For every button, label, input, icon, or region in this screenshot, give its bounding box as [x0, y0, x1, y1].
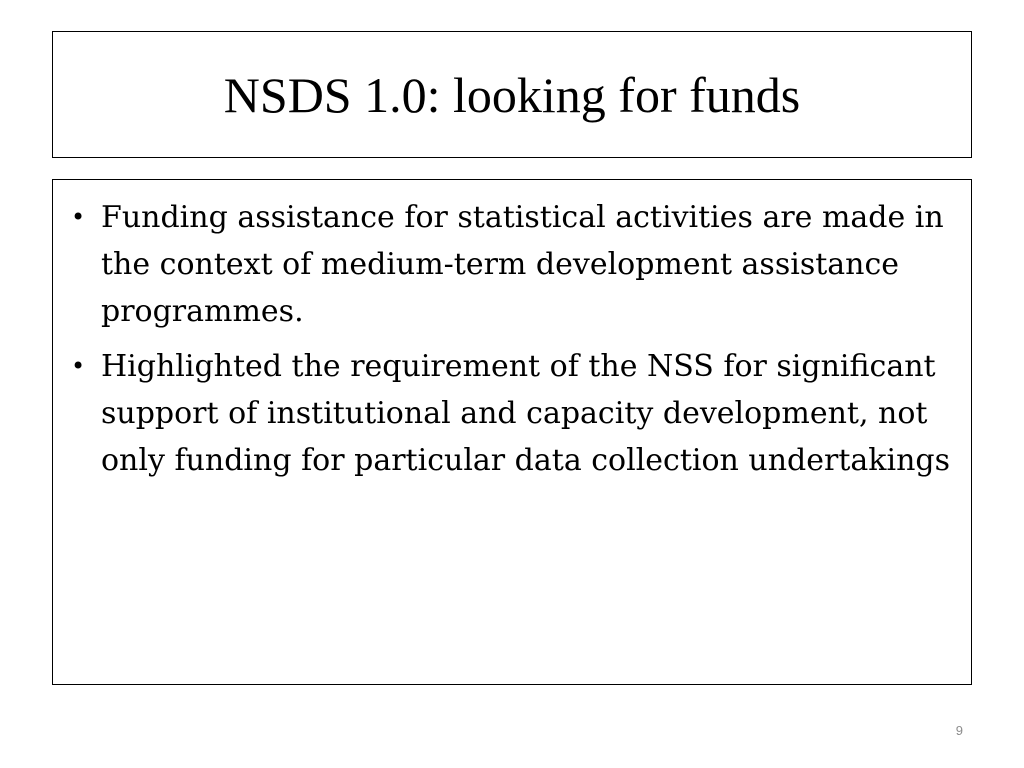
bullet-list — [71, 194, 951, 484]
slide-number: 9 — [955, 723, 963, 738]
bullet-icon: • — [71, 203, 86, 231]
slide-title: NSDS 1.0: looking for funds — [223, 66, 801, 123]
content-placeholder — [52, 179, 972, 685]
bullet-item — [71, 343, 951, 484]
bullet-item — [71, 194, 951, 335]
bullet-text: Highlighted the requirement of the NSS for significant support of institutional and capacity development, not only funding for particular data collection undertakings — [101, 349, 950, 478]
title-placeholder — [52, 31, 972, 158]
bullet-text: Funding assistance for statistical activities are made in the context of medium-term development assistance programmes. — [101, 200, 944, 329]
bullet-icon: • — [71, 352, 86, 380]
